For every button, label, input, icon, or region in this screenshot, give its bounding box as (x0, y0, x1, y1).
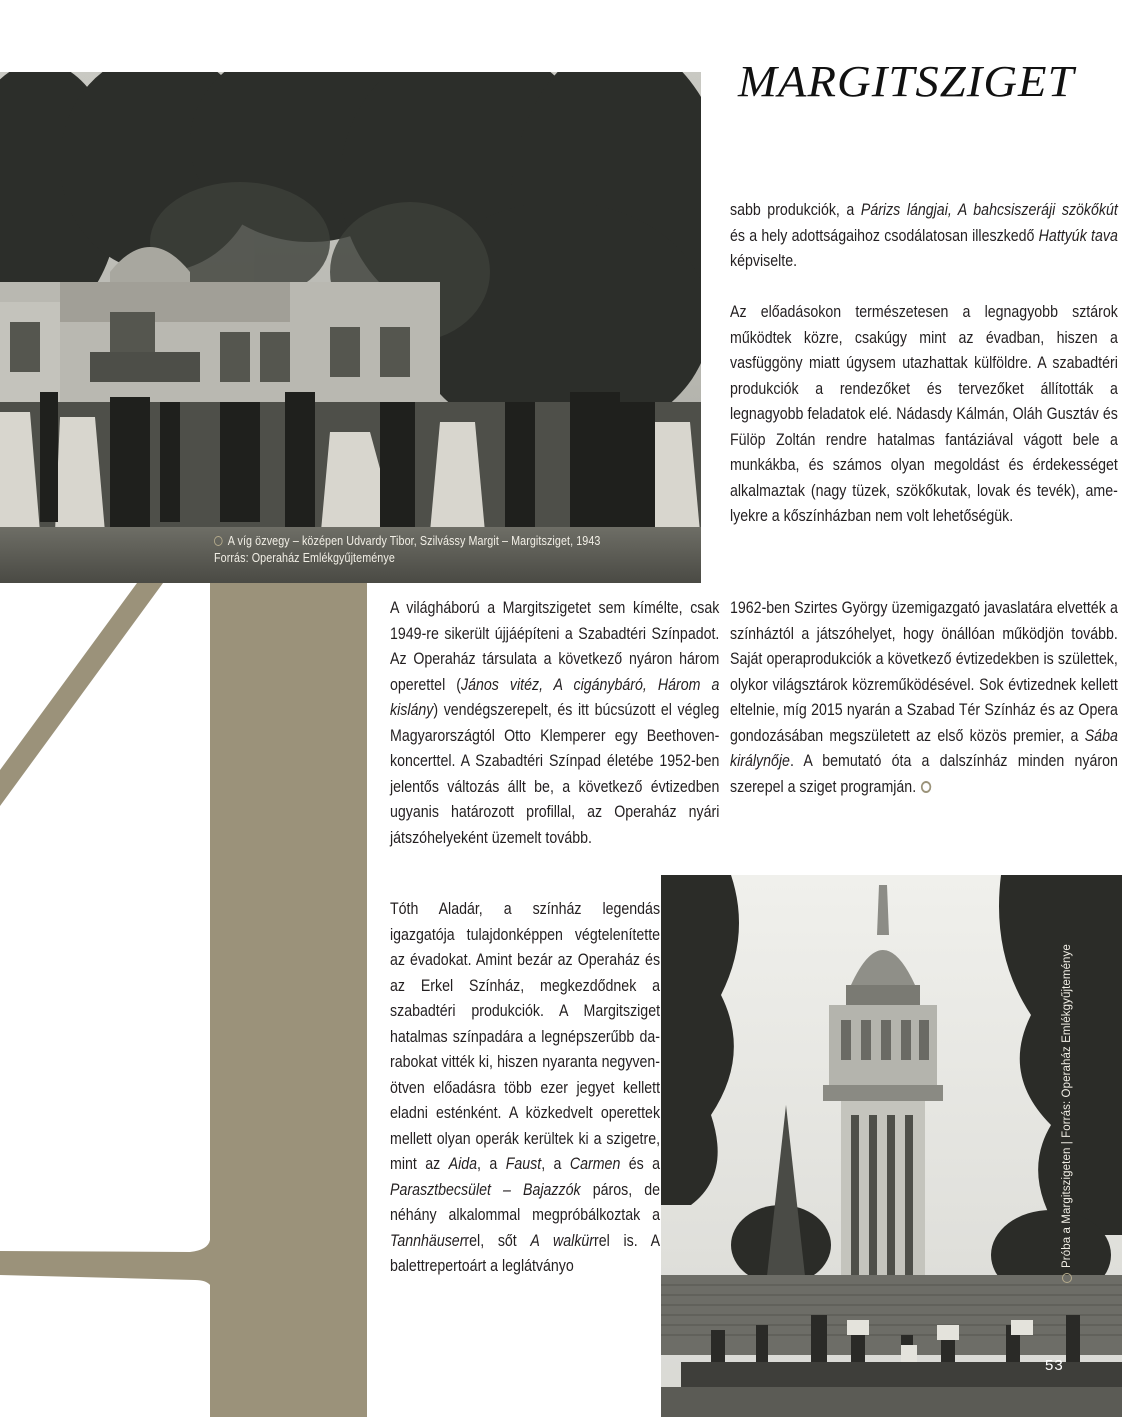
text-run: rel is. A balettrepertoárt a leglátványo (390, 1231, 661, 1275)
text-run: , a (541, 1155, 570, 1173)
caption-ring-icon (1062, 1273, 1072, 1283)
italic-title: Hattyúk tava (1038, 226, 1118, 245)
caption-text: Próba a Margitszigeten | Forrás: Operaház Emlékgyűjteménye (1061, 944, 1073, 1268)
italic-title: Aida (448, 1155, 478, 1173)
numeral-crossbar (0, 1240, 210, 1285)
text-column-right-top (730, 198, 1118, 530)
paragraph (730, 596, 1118, 800)
text-run: . A bemutató óta a dalszínház minden nyáron szerepel a sziget programján. (730, 752, 1118, 796)
paragraph (730, 198, 1118, 275)
photo-water-tower (661, 875, 1122, 1417)
text-run: A világháború a Margitszigetet sem kímélte, csak 1949-re sikerült újjáépíteni a Szabadtéri Színpadot. Az Operaház társulata a következő nyáron három operettel ( (390, 599, 720, 694)
caption-title: A víg özvegy – középen Udvardy Tibor, Szilvássy Margit – Margitsziget, 1943 (227, 534, 601, 548)
text-run: ) vendégszerepelt, és itt búcsúzott el végleg Magyarországtól Otto Klemperer egy Beethoven-koncerttel. A Szabadtéri Színpad életébe 1952-ben jelentős változás állt be, a következő évtizedben ugyanis határozott profillal, az Operaház nyári játszóhelyeként üzemelt tovább. (390, 701, 720, 847)
text-column-middle-2 (390, 897, 702, 1280)
end-of-article-icon (921, 781, 931, 793)
text-run: rel, sőt (464, 1231, 531, 1250)
text-run: 1962-ben Szirtes György üzemigazgató javaslatára elvették a színháztól a játszóhelyet, hogy önállóan működjön tovább. Saját operaprodukciók a következő évtizedekben is születtek, olykor világsztárok közreműködésével. Sok évtizednek kellett eltelnie, míg 2015 nyarán a Szabad Tér Színház és az Opera gondozásában megszületett az első közös premier, a (730, 599, 1118, 745)
text-run: és a hely adottságaihoz csodálatosan illeszkedő (730, 226, 1039, 245)
italic-title: Carmen (569, 1155, 621, 1173)
text-run: , a (477, 1155, 506, 1173)
paragraph (390, 897, 660, 1280)
italic-title: Parasztbecsület – Bajazzók (390, 1180, 581, 1199)
italic-title: A walkür (530, 1231, 595, 1250)
paragraph (390, 596, 719, 851)
photo-stage-scene (0, 72, 701, 583)
text-run: sabb produkciók, a (730, 201, 861, 219)
text-run: és a (620, 1155, 661, 1173)
performers (0, 392, 701, 542)
numeral-stem (210, 583, 367, 1417)
italic-title: János vitéz, A cigánybáró, Három a kislány (390, 675, 720, 719)
page-number: 53 (1045, 1357, 1064, 1374)
italic-title: Tannhäuser (390, 1231, 465, 1250)
numeral-diagonal-stroke (0, 583, 163, 806)
italic-title: Párizs lángjai, A bahcsiszeráji szökőkút (860, 201, 1118, 219)
paragraph (730, 300, 1118, 530)
photo-caption-side (1061, 944, 1073, 1283)
caption-source: Forrás: Operaház Emlékgyűjteménye (214, 551, 395, 565)
page-title: MARGITSZIGET (738, 57, 1075, 106)
italic-title: Sába királynője (730, 726, 1118, 770)
caption-ring-icon (214, 536, 223, 546)
italic-title: Faust (505, 1155, 542, 1173)
photo-caption-top (214, 533, 600, 567)
text-run: Az előadásokon természetesen a legnagyobb sztárok működtek közre, csakúgy mint az évadban, hiszen a vasfüggöny miatt úgysem utazhattak külföldre. A szabadtéri produkciók a rendezőket és tervezőket állították a legnagyobb feladatok elé. Nádasdy Kálmán, Oláh Gusztáv és Fülöp Zoltán rendre hatalmas fantáziával vágott bele a munkákba, és számos olyan megoldást és érdekességet alkalmaztak (nagy tüzek, szökőkutak, lovak és tevék), amelyekre a kőszínházban nem volt lehetőségük. (730, 303, 1118, 525)
text-column-right-2 (730, 596, 1118, 800)
text-run: Tóth Aladár, a színház legendás igazgatója tulajdonképpen végtelenítette az évadokat. Amint bezár az Operaház és az Erkel Színház, megkezdődnek a szabadtéri produkciók. A Margitsziget hatalmas színpadára a legnépszerűbb darabokat vitték ki, hiszen nyaranta negyven-ötven előadásra több ezer jegyet kellett eladni esténként. A közkedvelt operettek mellett olyan operák kerültek ki a szigetre, mint az (390, 900, 661, 1173)
text-column-middle-1 (390, 596, 772, 851)
text-run: képviselte. (730, 252, 798, 270)
text-run: páros, de néhány alkalommal megpróbálkoztak a (390, 1180, 661, 1224)
